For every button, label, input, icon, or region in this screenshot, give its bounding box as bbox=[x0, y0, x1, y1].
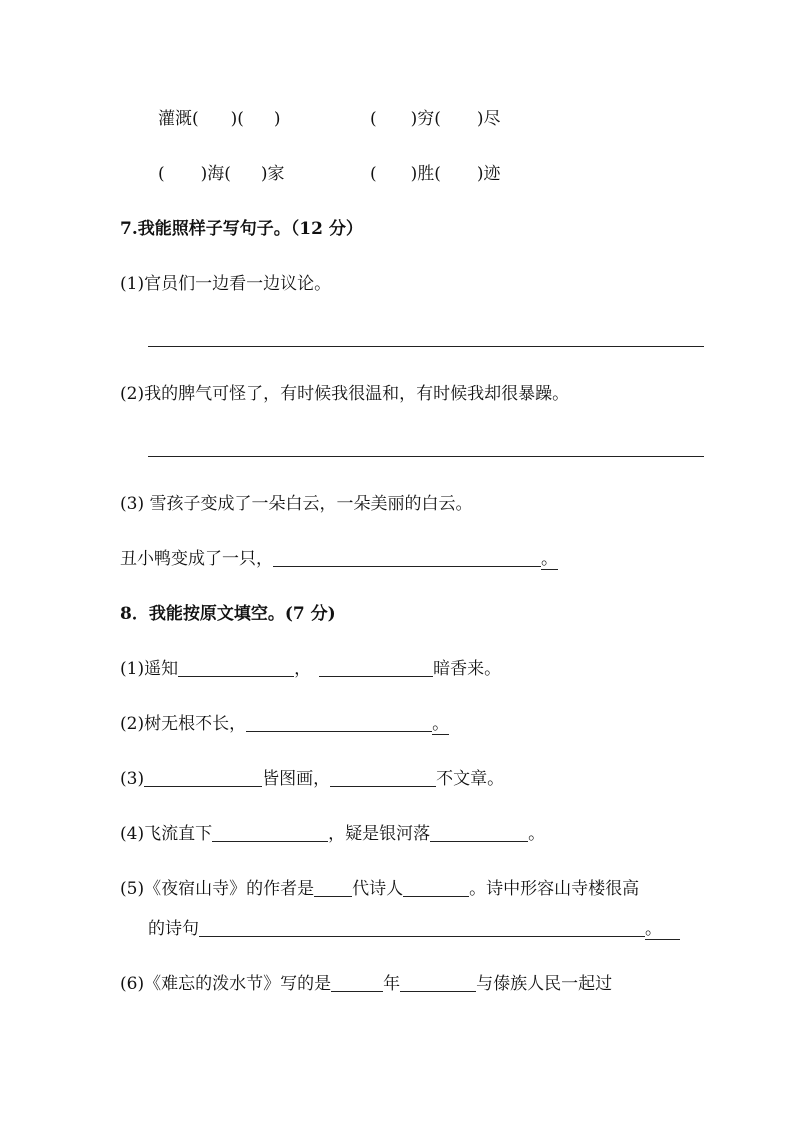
question-text: 年 bbox=[383, 974, 401, 994]
question-text: (4)飞流直下 bbox=[120, 824, 213, 844]
idiom-text: ( bbox=[370, 109, 377, 129]
section-7-question-3: (3) 雪孩子变成了一朵白云，一朵美丽的白云。 bbox=[120, 494, 473, 514]
section-7-title: 7.我能照样子写句子。（12 分） bbox=[120, 219, 363, 239]
idiom-row-1-right bbox=[370, 108, 501, 130]
question-text: 皆图画， bbox=[262, 769, 331, 789]
answer-line-7-2[interactable] bbox=[148, 456, 704, 457]
idiom-text: ) bbox=[273, 109, 281, 129]
answer-blank[interactable] bbox=[331, 973, 383, 992]
question-text: ， bbox=[294, 659, 312, 679]
fill-suffix: 。 bbox=[541, 549, 558, 569]
answer-blank[interactable] bbox=[430, 823, 528, 842]
question-text: 与傣族人民一起过 bbox=[476, 974, 613, 994]
question-text: 。诗中形容山寺楼很高 bbox=[469, 879, 640, 899]
section-8-question-2 bbox=[120, 713, 449, 735]
idiom-text: )穷( bbox=[410, 109, 441, 129]
answer-blank[interactable] bbox=[400, 973, 476, 992]
idiom-text: )迹 bbox=[476, 164, 501, 184]
section-8-question-1 bbox=[120, 658, 501, 680]
question-text: (1)遥知 bbox=[120, 659, 179, 679]
question-text: 。 bbox=[528, 824, 546, 844]
idiom-text: 灌溉( bbox=[158, 109, 199, 129]
section-7-question-2: (2)我的脾气可怪了，有时候我很温和，有时候我却很暴躁。 bbox=[120, 384, 570, 404]
idiom-text: )尽 bbox=[476, 109, 501, 129]
answer-blank[interactable] bbox=[330, 768, 436, 787]
answer-blank[interactable] bbox=[144, 768, 262, 787]
question-text: (2)树无根不长， bbox=[120, 714, 247, 734]
section-8-question-6 bbox=[120, 973, 612, 995]
idiom-row-2-left bbox=[158, 163, 285, 185]
idiom-text: ( bbox=[370, 164, 377, 184]
answer-blank[interactable] bbox=[178, 658, 294, 677]
question-text: 的诗句 bbox=[148, 919, 199, 939]
idiom-row-2-right bbox=[370, 163, 501, 185]
answer-blank[interactable] bbox=[319, 658, 433, 677]
section-8-question-4 bbox=[120, 823, 545, 845]
section-8-question-5-line-2 bbox=[148, 918, 680, 940]
answer-line-7-1[interactable] bbox=[148, 346, 704, 347]
section-8-question-3 bbox=[120, 768, 504, 790]
idiom-text: )家 bbox=[260, 164, 285, 184]
question-text: ，疑是银河落 bbox=[328, 824, 431, 844]
question-text: (5)《夜宿山寺》的作者是 bbox=[120, 879, 315, 899]
idiom-text: ( bbox=[158, 164, 165, 184]
answer-blank[interactable] bbox=[246, 713, 432, 732]
section-7-question-1: (1)官员们一边看一边议论。 bbox=[120, 274, 332, 294]
question-text: 暗香来。 bbox=[433, 659, 502, 679]
question-text: 。 bbox=[645, 919, 680, 940]
question-text: 不文章。 bbox=[436, 769, 505, 789]
section-8-title: 8．我能按原文填空。(7 分) bbox=[120, 604, 336, 624]
section-7-question-3-fill bbox=[120, 548, 558, 570]
answer-blank[interactable] bbox=[403, 878, 469, 897]
fill-prefix: 丑小鸭变成了一只， bbox=[120, 549, 273, 569]
question-text: 。 bbox=[432, 714, 450, 734]
section-8-question-5 bbox=[120, 878, 639, 900]
answer-blank[interactable] bbox=[212, 823, 328, 842]
idiom-row-1-left bbox=[158, 108, 281, 130]
question-text: (6)《难忘的泼水节》写的是 bbox=[120, 974, 332, 994]
idiom-text: )( bbox=[230, 109, 244, 129]
answer-blank[interactable] bbox=[314, 878, 352, 897]
question-text: (3) bbox=[120, 769, 145, 789]
idiom-text: )海( bbox=[200, 164, 231, 184]
answer-blank[interactable] bbox=[199, 918, 645, 937]
question-text: 代诗人 bbox=[352, 879, 404, 899]
answer-blank[interactable] bbox=[273, 548, 541, 567]
idiom-text: )胜( bbox=[410, 164, 441, 184]
